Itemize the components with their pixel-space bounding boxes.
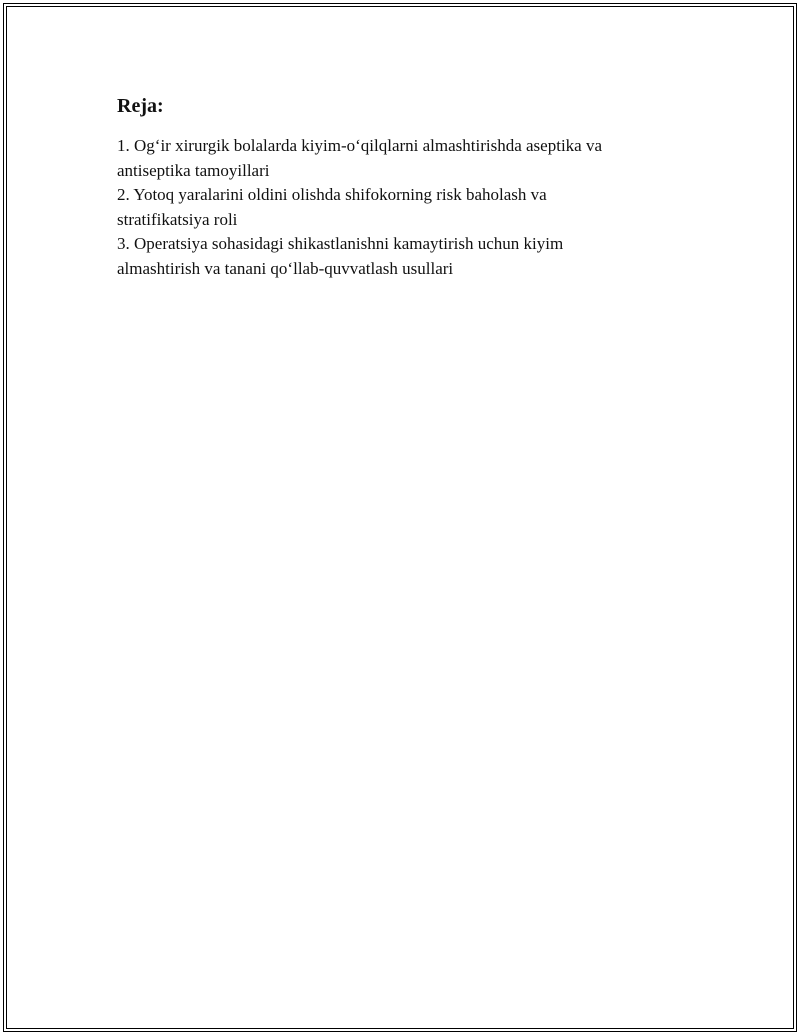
plan-item-2 — [117, 183, 677, 232]
plan-item-2-line-2: stratifikatsiya roli — [117, 209, 238, 229]
plan-item-3-line-1: 3. Operatsiya sohasidagi shikastlanishni kamaytirish uchun kiyim — [117, 234, 564, 253]
plan-item-2-line-1: 2. Yotoq yaralarini oldini olishda shifokorning risk baholash va — [117, 185, 547, 204]
plan-item-1-line-1: 1. Og‘ir xirurgik bolalarda kiyim-o‘qilqlarni almashtirishda aseptika va — [117, 136, 603, 155]
plan-list — [117, 134, 677, 281]
document-body — [117, 92, 677, 281]
plan-heading: Reja: — [117, 95, 164, 117]
plan-item-3-line-2: almashtirish va tanani qo‘llab-quvvatlash usullari — [117, 258, 454, 278]
plan-item-3 — [117, 232, 677, 281]
plan-item-1 — [117, 134, 677, 183]
plan-item-1-line-2: antiseptika tamoyillari — [117, 160, 270, 180]
